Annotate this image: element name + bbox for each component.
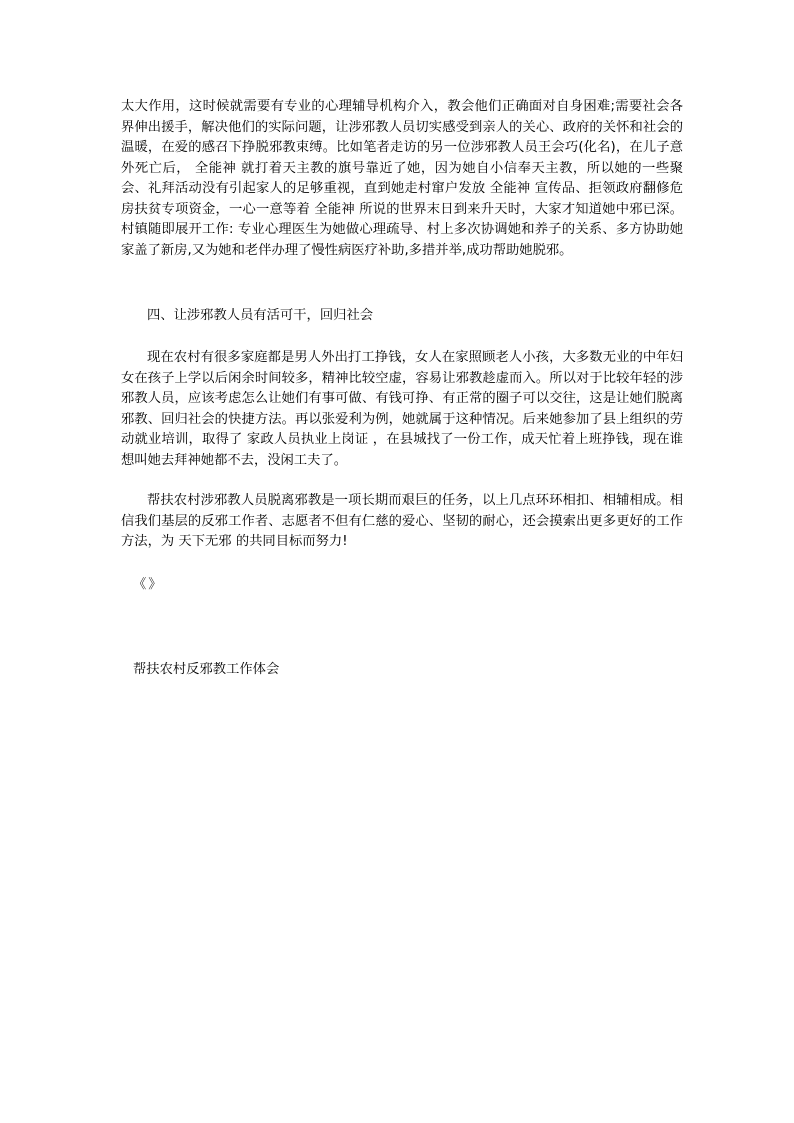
prev-next-links[interactable]: 《》 <box>133 577 164 592</box>
body-paragraph-1: 太大作用，这时候就需要有专业的心理辅导机构介入，教会他们正确面对自身困难;需要社会各界伸出援手，解决他们的实际问题，让涉邪教人员切实感受到亲人的关心、政府的关怀和社会的温暖，在爱的感召下挣脱邪教束缚。比如笔者走访的另一位涉邪教人员王会巧(化名)，在儿子意外死亡后， 全能神 就打着天主教的旗号靠近了她，因为她自小信奉天主教，所以她的一些聚会、礼拜活动没有引起家人的足够重视，直到她走村窜户发放 全能神 宣传品、拒领政府翻修危房扶贫专项资金，一心一意等着 全能神 所说的世界末日到来升天时，大家才知道她中邪已深。村镇随即展开工作: 专业心理医生为她做心理疏导、村上多次协调她和养子的关系、多方协助她家盖了新房,又为她和老伴办理了慢性病医疗补助,多措并举,成功帮助她脱邪。 <box>121 99 683 258</box>
body-paragraph-3: 帮扶农村涉邪教人员脱离邪教是一项长期而艰巨的任务，以上几点环环相扣、相辅相成。相信我们基层的反邪工作者、志愿者不但有仁慈的爱心、坚韧的耐心，还会摸索出更多更好的工作方法，为 天下无邪 的共同目标而努力! <box>121 493 683 549</box>
section-heading-4: 四、让涉邪教人员有活可干，回归社会 <box>147 308 374 323</box>
related-article-title[interactable]: 帮扶农村反邪教工作体会 <box>133 662 280 677</box>
body-paragraph-2: 现在农村有很多家庭都是男人外出打工挣钱，女人在家照顾老人小孩，大多数无业的中年妇女在孩子上学以后闲余时间较多，精神比较空虚，容易让邪教趁虚而入。所以对于比较年轻的涉邪教人员，应该考虑怎么让她们有事可做、有钱可挣、有正常的圈子可以交往，这是让她们脱离邪教、回归社会的快捷方法。再以张爱利为例，她就属于这种情况。后来她参加了县上组织的劳动就业培训，取得了 家政人员执业上岗证 ，在县城找了一份工作，成天忙着上班挣钱，现在谁想叫她去拜神她都不去，没闲工夫了。 <box>121 350 683 468</box>
